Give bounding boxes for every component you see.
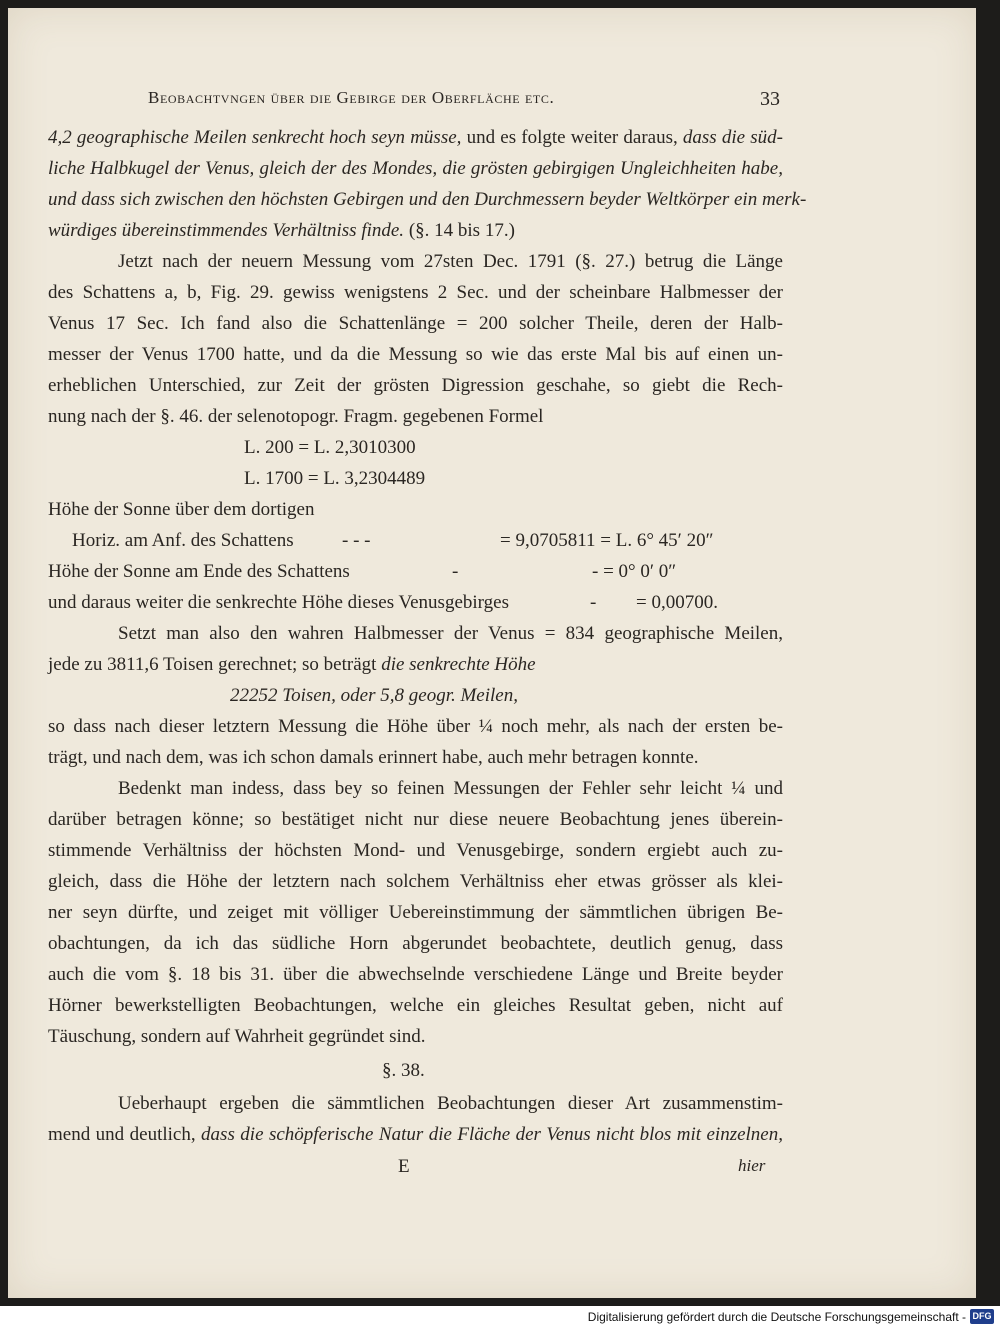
section-heading: §. 38. <box>382 1060 425 1081</box>
result-value: - = 0° 0′ 0″ <box>592 561 677 582</box>
text-line: nung nach der §. 46. der selenotopogr. Fragm. gegebenen Formel <box>48 406 544 427</box>
text-line: Hörner bewerkstelligten Beobachtungen, welche ein gleiches Resultat geben, nicht auf <box>48 995 783 1016</box>
text-line: gleich, dass die Höhe der letztern nach solchem Verhältniss eher etwas grösser als klei- <box>48 871 783 892</box>
text-line: Setzt man also den wahren Halbmesser der Venus = 834 geographische Meilen, <box>118 623 783 644</box>
formula-line: L. 1700 = L. 3,2304489 <box>244 468 426 489</box>
text-line: darüber betragen könne; so bestätiget nicht nur diese neuere Beobachtung jenes überein- <box>48 809 783 830</box>
text-line: und dass sich zwischen den höchsten Gebirgen und den Durchmessern beyder Weltkörper ein merk- <box>48 189 807 210</box>
result-value: = 0,00700. <box>636 592 718 613</box>
result-dashes: - <box>452 561 459 582</box>
scan-border <box>978 8 1000 1298</box>
text-line: auch die vom §. 18 bis 31. über die abwechselnde verschiedene Länge und Breite beyder <box>48 964 783 985</box>
text-line: messer der Venus 1700 hatte, und da die Messung so wie das erste Mal bis auf einen un- <box>48 344 783 365</box>
text-line: würdiges übereinstimmendes Verhältniss finde. (§. 14 bis 17.) <box>48 220 515 241</box>
result-value: = 9,0705811 = L. 6° 45′ 20″ <box>500 530 714 551</box>
text-line: des Schattens a, b, Fig. 29. gewiss wenigstens 2 Sec. und der scheinbare Halbmesser der <box>48 282 783 303</box>
text-line: Ueberhaupt ergeben die sämmtlichen Beobachtungen dieser Art zusammenstim- <box>118 1093 783 1114</box>
signature-mark: E <box>398 1156 410 1177</box>
text-line: mend und deutlich, dass die schöpferische Natur die Fläche der Venus nicht blos mit einzelnen, <box>48 1124 783 1145</box>
text-line: Bedenkt man indess, dass bey so feinen Messungen der Fehler sehr leicht ¼ und <box>118 778 783 799</box>
page-number: 33 <box>760 88 780 110</box>
text-line: Jetzt nach der neuern Messung vom 27sten Dec. 1791 (§. 27.) betrug die Länge <box>118 251 783 272</box>
text-line: Täuschung, sondern auf Wahrheit gegründet sind. <box>48 1026 426 1047</box>
formula-line: L. 200 = L. 2,3010300 <box>244 437 416 458</box>
result-dashes: - - - <box>342 530 371 551</box>
text-line: stimmende Verhältniss der höchsten Mond- und Venusgebirge, sondern ergiebt auch zu- <box>48 840 783 861</box>
text-line: obachtungen, da ich das südliche Horn abgerundet beobachtete, deutlich genug, dass <box>48 933 783 954</box>
text-line: liche Halbkugel der Venus, gleich der des Mondes, die grösten gebirgigen Ungleichheiten habe, <box>48 158 783 179</box>
dfg-logo: DFG <box>970 1309 994 1324</box>
result-dashes: - <box>590 592 597 613</box>
text-line: Venus 17 Sec. Ich fand also die Schattenlänge = 200 solcher Theile, deren der Halb- <box>48 313 783 334</box>
digitization-credit: Digitalisierung gefördert durch die Deutsche Forschungsgemeinschaft - <box>587 1310 966 1324</box>
text-line: 4,2 geographische Meilen senkrecht hoch seyn müsse, und es folgte weiter daraus, dass die süd- <box>48 127 783 148</box>
text-line: jede zu 3811,6 Toisen gerechnet; so beträgt die senkrechte Höhe <box>48 654 536 675</box>
text-line: 22252 Toisen, oder 5,8 geogr. Meilen, <box>230 685 518 706</box>
text-line: so dass nach dieser letztern Messung die Höhe über ¼ noch mehr, als nach der ersten be- <box>48 716 783 737</box>
catchword: hier <box>738 1156 766 1175</box>
result-label: Horiz. am Anf. des Schattens <box>72 530 294 551</box>
result-label: Höhe der Sonne am Ende des Schattens <box>48 561 350 582</box>
result-label: und daraus weiter die senkrechte Höhe dieses Venusgebirges <box>48 592 509 613</box>
running-head: Beobachtvngen über die Gebirge der Oberfläche etc. <box>148 88 555 107</box>
text-line: trägt, und nach dem, was ich schon damals erinnert habe, auch mehr betragen konnte. <box>48 747 699 768</box>
text-line: Höhe der Sonne über dem dortigen <box>48 499 315 520</box>
text-line: erheblichen Unterschied, zur Zeit der grösten Digression geschahe, so giebt die Rech- <box>48 375 783 396</box>
text-line: ner seyn dürfte, und zeiget mit völliger Uebereinstimmung der sämmtlichen übrigen Be- <box>48 902 783 923</box>
